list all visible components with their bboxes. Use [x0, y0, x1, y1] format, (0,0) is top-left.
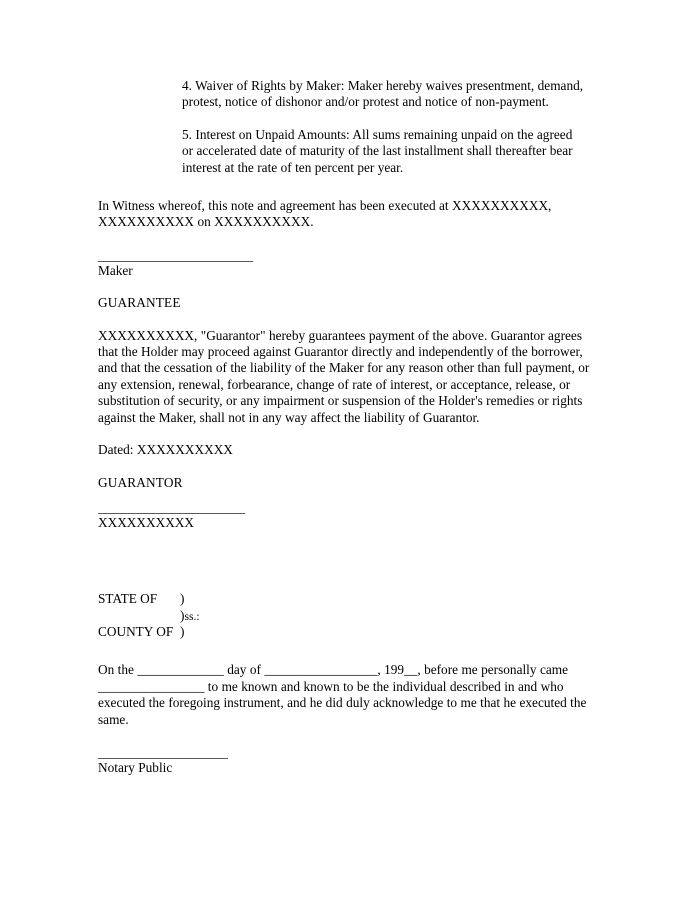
maker-signature-label: Maker — [98, 262, 133, 278]
guarantor-signature-block — [98, 513, 595, 531]
maker-signature-block — [98, 261, 595, 279]
guarantee-dated-line: Dated: XXXXXXXXXX — [98, 442, 233, 458]
guarantee-heading: GUARANTEE — [98, 295, 181, 311]
venue-row-state — [98, 591, 595, 607]
notary-signature-label: Notary Public — [98, 760, 173, 776]
venue-county-label: COUNTY OF — [98, 624, 174, 640]
spacer-before-venue — [98, 547, 595, 591]
venue-ss-paren: ) — [180, 607, 185, 623]
notary-signature-line[interactable] — [98, 758, 228, 759]
spacer-before-maker-signature — [98, 247, 595, 261]
guarantee-body-paragraph: XXXXXXXXXX, "Guarantor" hereby guarantees payment of the above. Guarantor agrees that the Holder may proceed against Guarantor directly and independently of the borrower, and that the cessation of the liability of the Maker for any reason other than full payment, or any extension, renewal, forbearance, change of rate of interest, or acceptance, release, or substitution of security, or any impairment or suspension of the Holder's remedies or rights against the Maker, shall not in any way affect the liability of Guarantor. — [98, 327, 590, 425]
venue-state-paren: ) — [180, 591, 185, 607]
spacer-before-notary-signature — [98, 744, 595, 758]
guarantor-name-label: XXXXXXXXXX — [98, 514, 195, 530]
venue-state-label: STATE OF — [98, 591, 158, 607]
witness-paragraph: In Witness whereof, this note and agreement has been executed at XXXXXXXXXX, XXXXXXXXXX on XXXXXXXXXX. — [98, 198, 552, 230]
clause-4-paragraph: 4. Waiver of Rights by Maker: Maker hereby waives presentment, demand, protest, notice of dishonor and/or protest and notice of non-payment. — [182, 78, 584, 110]
guarantor-heading: GUARANTOR — [98, 474, 183, 490]
venue-row-county — [98, 624, 595, 640]
maker-signature-line[interactable] — [98, 261, 253, 262]
venue-row-ss — [98, 608, 595, 624]
venue-county-paren: ) — [180, 624, 185, 640]
notary-venue-block — [98, 591, 595, 640]
notary-signature-block — [98, 758, 595, 776]
guarantor-signature-line[interactable] — [98, 513, 245, 514]
venue-ss-text: ss.: — [184, 609, 200, 623]
notary-acknowledgment-paragraph: On the _____________ day of _________________, 199__, before me personally came ________________ to me known and known to be the individual described in and who executed the foregoing instrument, and he did duly acknowledge to me that he executed the same. — [98, 662, 587, 727]
document-body — [98, 78, 595, 793]
clause-5-paragraph: 5. Interest on Unpaid Amounts: All sums remaining unpaid on the agreed or accelerated date of maturity of the last installment shall thereafter bear interest at the rate of ten percent per year. — [182, 126, 573, 175]
